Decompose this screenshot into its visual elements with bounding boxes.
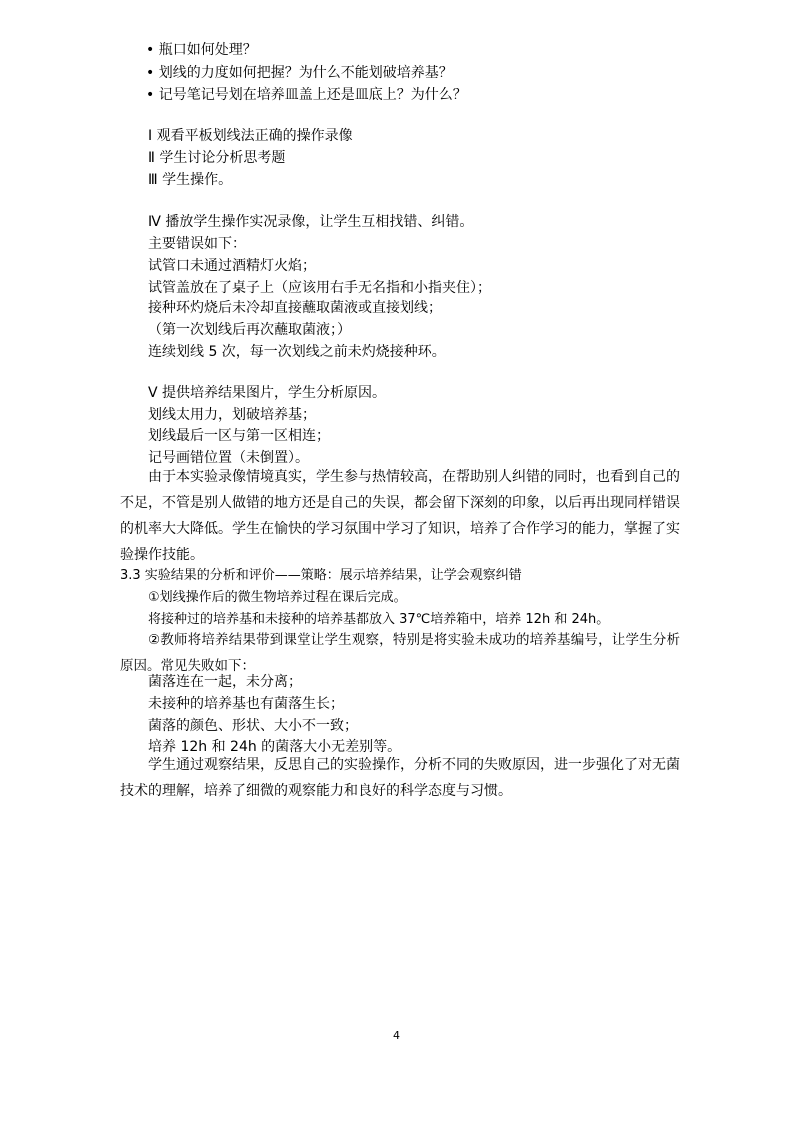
section-paragraph: ②教师将培养结果带到课堂让学生观察，特别是将实验未成功的培养基编号，让学生分析原因。常见失败如下：: [120, 632, 680, 674]
step-item: Ⅲ 学生操作。: [148, 172, 233, 188]
error-item: 划线最后一区与第一区相连；: [148, 428, 330, 444]
error-item: （第一次划线后再次蘸取菌液；）: [148, 322, 351, 338]
page-number: 4: [393, 1029, 400, 1042]
error-item: 记号画错位置（未倒置）。: [148, 450, 309, 466]
step-title: Ⅴ 提供培养结果图片，学生分析原因。: [148, 385, 387, 401]
error-item: 试管盖放在了桌子上（应该用右手无名指和小指夹住）；: [148, 280, 491, 296]
summary-paragraph: 由于本实验录像情境真实，学生参与热情较高，在帮助别人纠错的同时，也看到自己的不足，不管是别人做错的地方还是自己的失误，都会留下深刻的印象，以后再出现同样错误的机率大大降低。学生在愉快的学习氛围中学习了知识，培养了合作学习的能力，掌握了实验操作技能。: [120, 469, 680, 563]
failure-item: 培养 12h 和 24h 的菌落大小无差别等。: [148, 739, 402, 755]
closing-paragraph: 学生通过观察结果，反思自己的实验操作，分析不同的失败原因，进一步强化了对无菌技术的理解，培养了细微的观察能力和良好的科学态度与习惯。: [120, 757, 680, 799]
section-heading: 3.3 实验结果的分析和评价——策略：展示培养结果，让学会观察纠错: [120, 568, 522, 583]
question-item: • 记号笔记号划在培养皿盖上还是皿底上？为什么？: [146, 87, 467, 103]
failure-item: 未接种的培养基也有菌落生长；: [148, 696, 344, 712]
failure-item: 菌落连在一起，未分离；: [148, 674, 302, 690]
section-line: 将接种过的培养基和未接种的培养基都放入 37℃培养箱中，培养 12h 和 24h。: [148, 612, 610, 627]
error-item: 划线太用力，划破培养基；: [148, 407, 316, 423]
step-title: Ⅳ 播放学生操作实况录像，让学生互相找错、纠错。: [148, 214, 474, 230]
question-item: • 瓶口如何处理？: [146, 42, 257, 58]
error-item: 接种环灼烧后未冷却直接蘸取菌液或直接划线；: [148, 300, 442, 316]
error-item: 连续划线 5 次，每一次划线之前未灼烧接种环。: [148, 344, 446, 360]
error-item: 试管口未通过酒精灯火焰；: [148, 258, 316, 274]
failure-item: 菌落的颜色、形状、大小不一致；: [148, 718, 358, 734]
step-item: Ⅱ 学生讨论分析思考题: [148, 150, 286, 166]
error-intro: 主要错误如下：: [148, 236, 246, 252]
step-item: Ⅰ 观看平板划线法正确的操作录像: [148, 128, 353, 144]
question-item: • 划线的力度如何把握？为什么不能划破培养基？: [146, 65, 453, 81]
section-line: ①划线操作后的微生物培养过程在课后完成。: [148, 590, 407, 605]
